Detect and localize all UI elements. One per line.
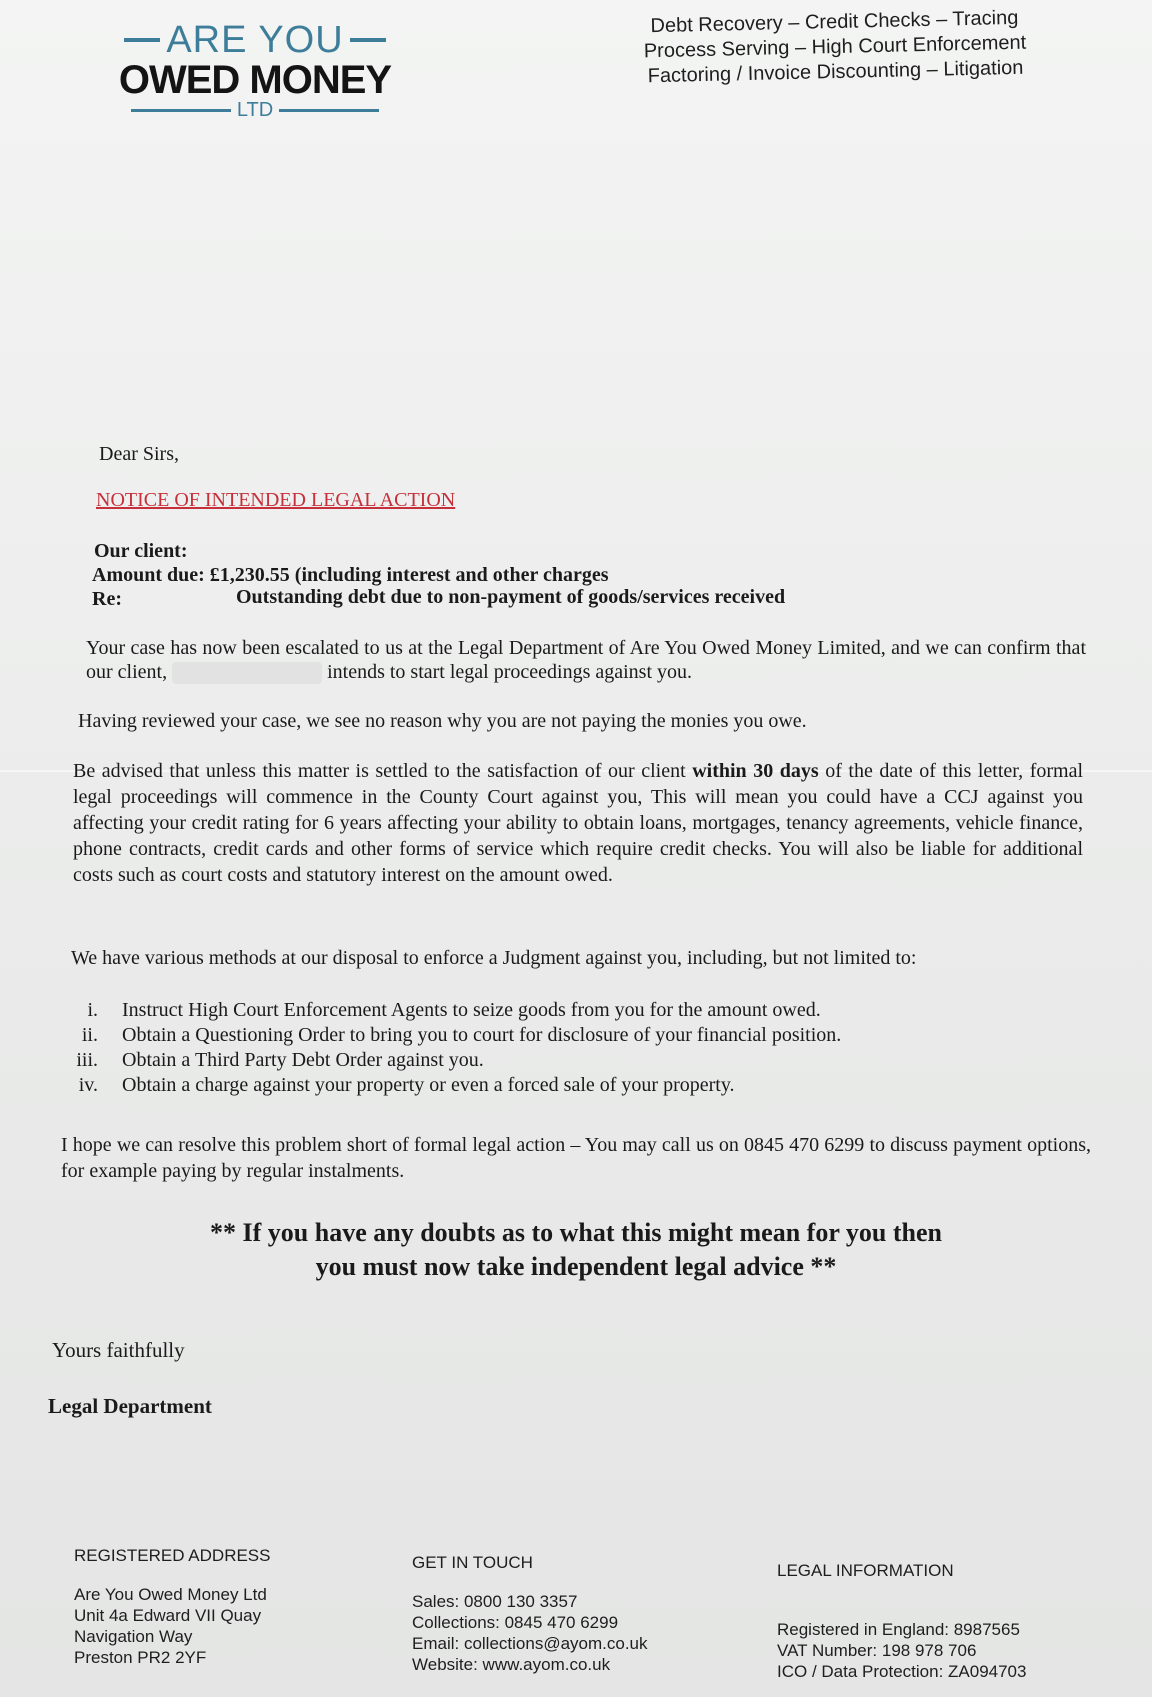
notice-title: NOTICE OF INTENDED LEGAL ACTION [96,489,456,511]
services-list [624,5,1046,90]
footer-heading: REGISTERED ADDRESS [74,1546,271,1565]
paragraph-reviewed: Having reviewed your case, we see no reason why you are not paying the monies you owe. [78,710,807,732]
footer-heading: GET IN TOUCH [412,1553,533,1572]
amount-value: £1,230.55 (including interest and other charges [209,564,609,586]
legal-line: Registered in England: 8987565 [777,1620,1020,1639]
amount-label: Amount due: [92,564,205,586]
service-line: Factoring / Invoice Discounting – Litigation [647,56,1024,88]
deadline-text: within 30 days [692,760,819,782]
footer-registered-address [74,1545,271,1668]
signature: Legal Department [48,1394,212,1418]
address-line: Preston PR2 2YF [74,1648,207,1667]
amount-row [92,563,609,587]
logo-text-owed-money: OWED MONEY [118,58,392,102]
legal-advice-notice [76,1216,1076,1284]
logo-rule [279,109,379,112]
logo-rule [350,38,386,42]
list-item [60,998,1060,1023]
salutation: Dear Sirs, [99,443,179,465]
contact-website[interactable]: Website: www.ayom.co.uk [412,1655,611,1674]
address-line: Unit 4a Edward VII Quay [74,1606,262,1625]
paragraph-resolve: I hope we can resolve this problem short of formal legal action – You may call us on 0845 470 6299 to discuss payment options, for example paying by regular instalments. [61,1134,1091,1182]
service-line: Process Serving – High Court Enforcement [643,31,1027,63]
contact-collections: Collections: 0845 470 6299 [412,1613,619,1632]
emphasis-line: ** If you have any doubts as to what this might mean for you then [210,1218,942,1247]
list-number: iv. [78,1074,98,1096]
paragraph-text: Your case has now been escalated to us at the Legal Department of Are You Owed Money Limited, and we can confirm that our client, [86,637,1086,683]
list-item [60,1023,1060,1048]
logo-rule [124,38,160,42]
footer-heading: LEGAL INFORMATION [777,1561,954,1580]
list-item [60,1073,1060,1098]
company-logo [115,20,395,120]
footer-legal-information [777,1560,1026,1682]
logo-text-ltd: LTD [236,99,274,121]
list-item [60,1048,1060,1073]
paragraph-text: Be advised that unless this matter is settled to the satisfaction of our client [73,760,686,782]
footer-get-in-touch [412,1552,648,1675]
logo-rule [131,109,231,112]
list-text: Obtain a Third Party Debt Order against you. [122,1049,484,1071]
list-number: iii. [76,1049,98,1071]
list-text: Obtain a Questioning Order to bring you to court for disclosure of your financial position. [122,1024,842,1046]
redacted-client-name [172,662,322,684]
paragraph-text: of the date of this letter, formal legal proceedings will commence in the County Court against you, This will mean you could have a CCJ against you affecting your credit rating for 6 years affecting your ability to obtain loans, mortgages, tenancy agreements, vehicle finance, phone contracts, credit cards and other forms of service which require credit checks. You will also be liable for additional costs such as court costs and statutory interest on the amount owed. [73,760,1084,886]
methods-list [60,998,1060,1098]
paragraph-warning [73,758,1083,888]
list-number: ii. [81,1024,98,1046]
list-text: Instruct High Court Enforcement Agents to seize goods from you for the amount owed. [122,999,821,1021]
client-label: Our client: [94,540,188,562]
address-line: Are You Owed Money Ltd [74,1585,267,1604]
emphasis-line: you must now take independent legal advice ** [315,1252,837,1281]
logo-line1 [115,20,395,60]
paragraph-escalation [86,636,1086,684]
legal-line: VAT Number: 198 978 706 [777,1641,977,1660]
service-line: Debt Recovery – Credit Checks – Tracing [650,6,1019,38]
contact-email[interactable]: Email: collections@ayom.co.uk [412,1634,648,1653]
logo-line3 [115,100,395,120]
list-number: i. [87,999,98,1021]
re-value: Outstanding debt due to non-payment of goods/services received [236,586,786,608]
list-text: Obtain a charge against your property or even a forced sale of your property. [122,1074,735,1096]
legal-line: ICO / Data Protection: ZA094703 [777,1662,1027,1681]
re-label: Re: [92,588,122,610]
logo-text-are-you: ARE YOU [166,19,344,61]
closing: Yours faithfully [52,1338,185,1362]
contact-sales: Sales: 0800 130 3357 [412,1592,578,1611]
paragraph-methods-intro: We have various methods at our disposal to enforce a Judgment against you, including, but not limited to: [71,947,917,969]
address-line: Navigation Way [74,1627,193,1646]
paragraph-text: intends to start legal proceedings against you. [327,661,693,683]
